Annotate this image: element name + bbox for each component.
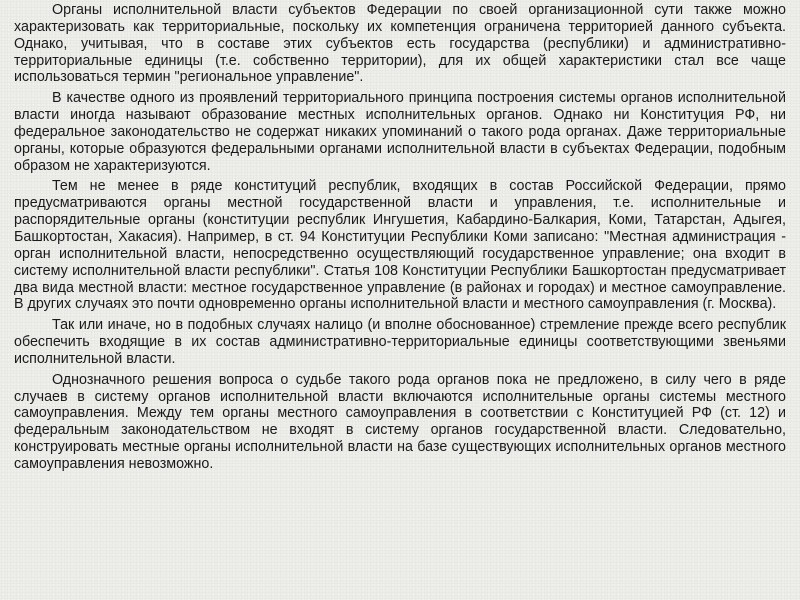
paragraph-3: Тем не менее в ряде конституций республик, входящих в состав Российской Федерации, прямо предусматриваются органы местной государственной власти и управления, т.е. исполнительные и распорядительные органы (конституции республик Ингушетия, Кабардино-Балкария, Коми, Татарстан, Адыгея, Башкортостан, Хакасия). Например, в ст. 94 Конституции Республики Коми записано: "Местная администрация - орган исполнительной власти, непосредственно осуществляющий государственное управление; она входит в систему исполнительной власти республики". Статья 108 Конституции Республики Башкортостан предусматривает два вида местной власти: местное государственное управление (в районах и городах) и местное самоуправление. В других случаях это почти одновременно органы исполнительной власти и местного самоуправления (г. Москва). (14, 178, 786, 313)
paragraph-4: Так или иначе, но в подобных случаях налицо (и вполне обоснованное) стремление прежде всего республик обеспечить входящие в их состав административно-территориальные единицы соответствующими звеньями исполнительной власти. (14, 317, 786, 367)
document-body (14, 2, 786, 477)
paragraph-1: Органы исполнительной власти субъектов Федерации по своей организационной сути также можно характеризовать как территориальные, поскольку их компетенция ограничена территорией данного субъекта. Однако, учитывая, что в составе этих субъектов есть государства (республики) и административно-территориальные единицы (т.е. собственно территории), для их общей характеристики стал все чаще использоваться термин "региональное управление". (14, 2, 786, 86)
paragraph-5: Однозначного решения вопроса о судьбе такого рода органов пока не предложено, в силу чего в ряде случаев в систему органов исполнительной власти включаются исполнительные органы системы местного самоуправления. Между тем органы местного самоуправления в соответствии с Конституцией РФ (ст. 12) и федеральным законодательством не входят в систему органов государственной власти. Следовательно, конструировать местные органы исполнительной власти на базе существующих исполнительных органов местного самоуправления невозможно. (14, 371, 786, 472)
paragraph-2: В качестве одного из проявлений территориального принципа построения системы органов исполнительной власти иногда называют образование местных исполнительных органов. Однако ни Конституция РФ, ни федеральное законодательство не содержат никаких упоминаний о такого рода органах. Даже территориальные органы, которые образуются федеральными органами исполнительной власти в субъектах Федерации, подобным образом не характеризуются. (14, 90, 786, 174)
